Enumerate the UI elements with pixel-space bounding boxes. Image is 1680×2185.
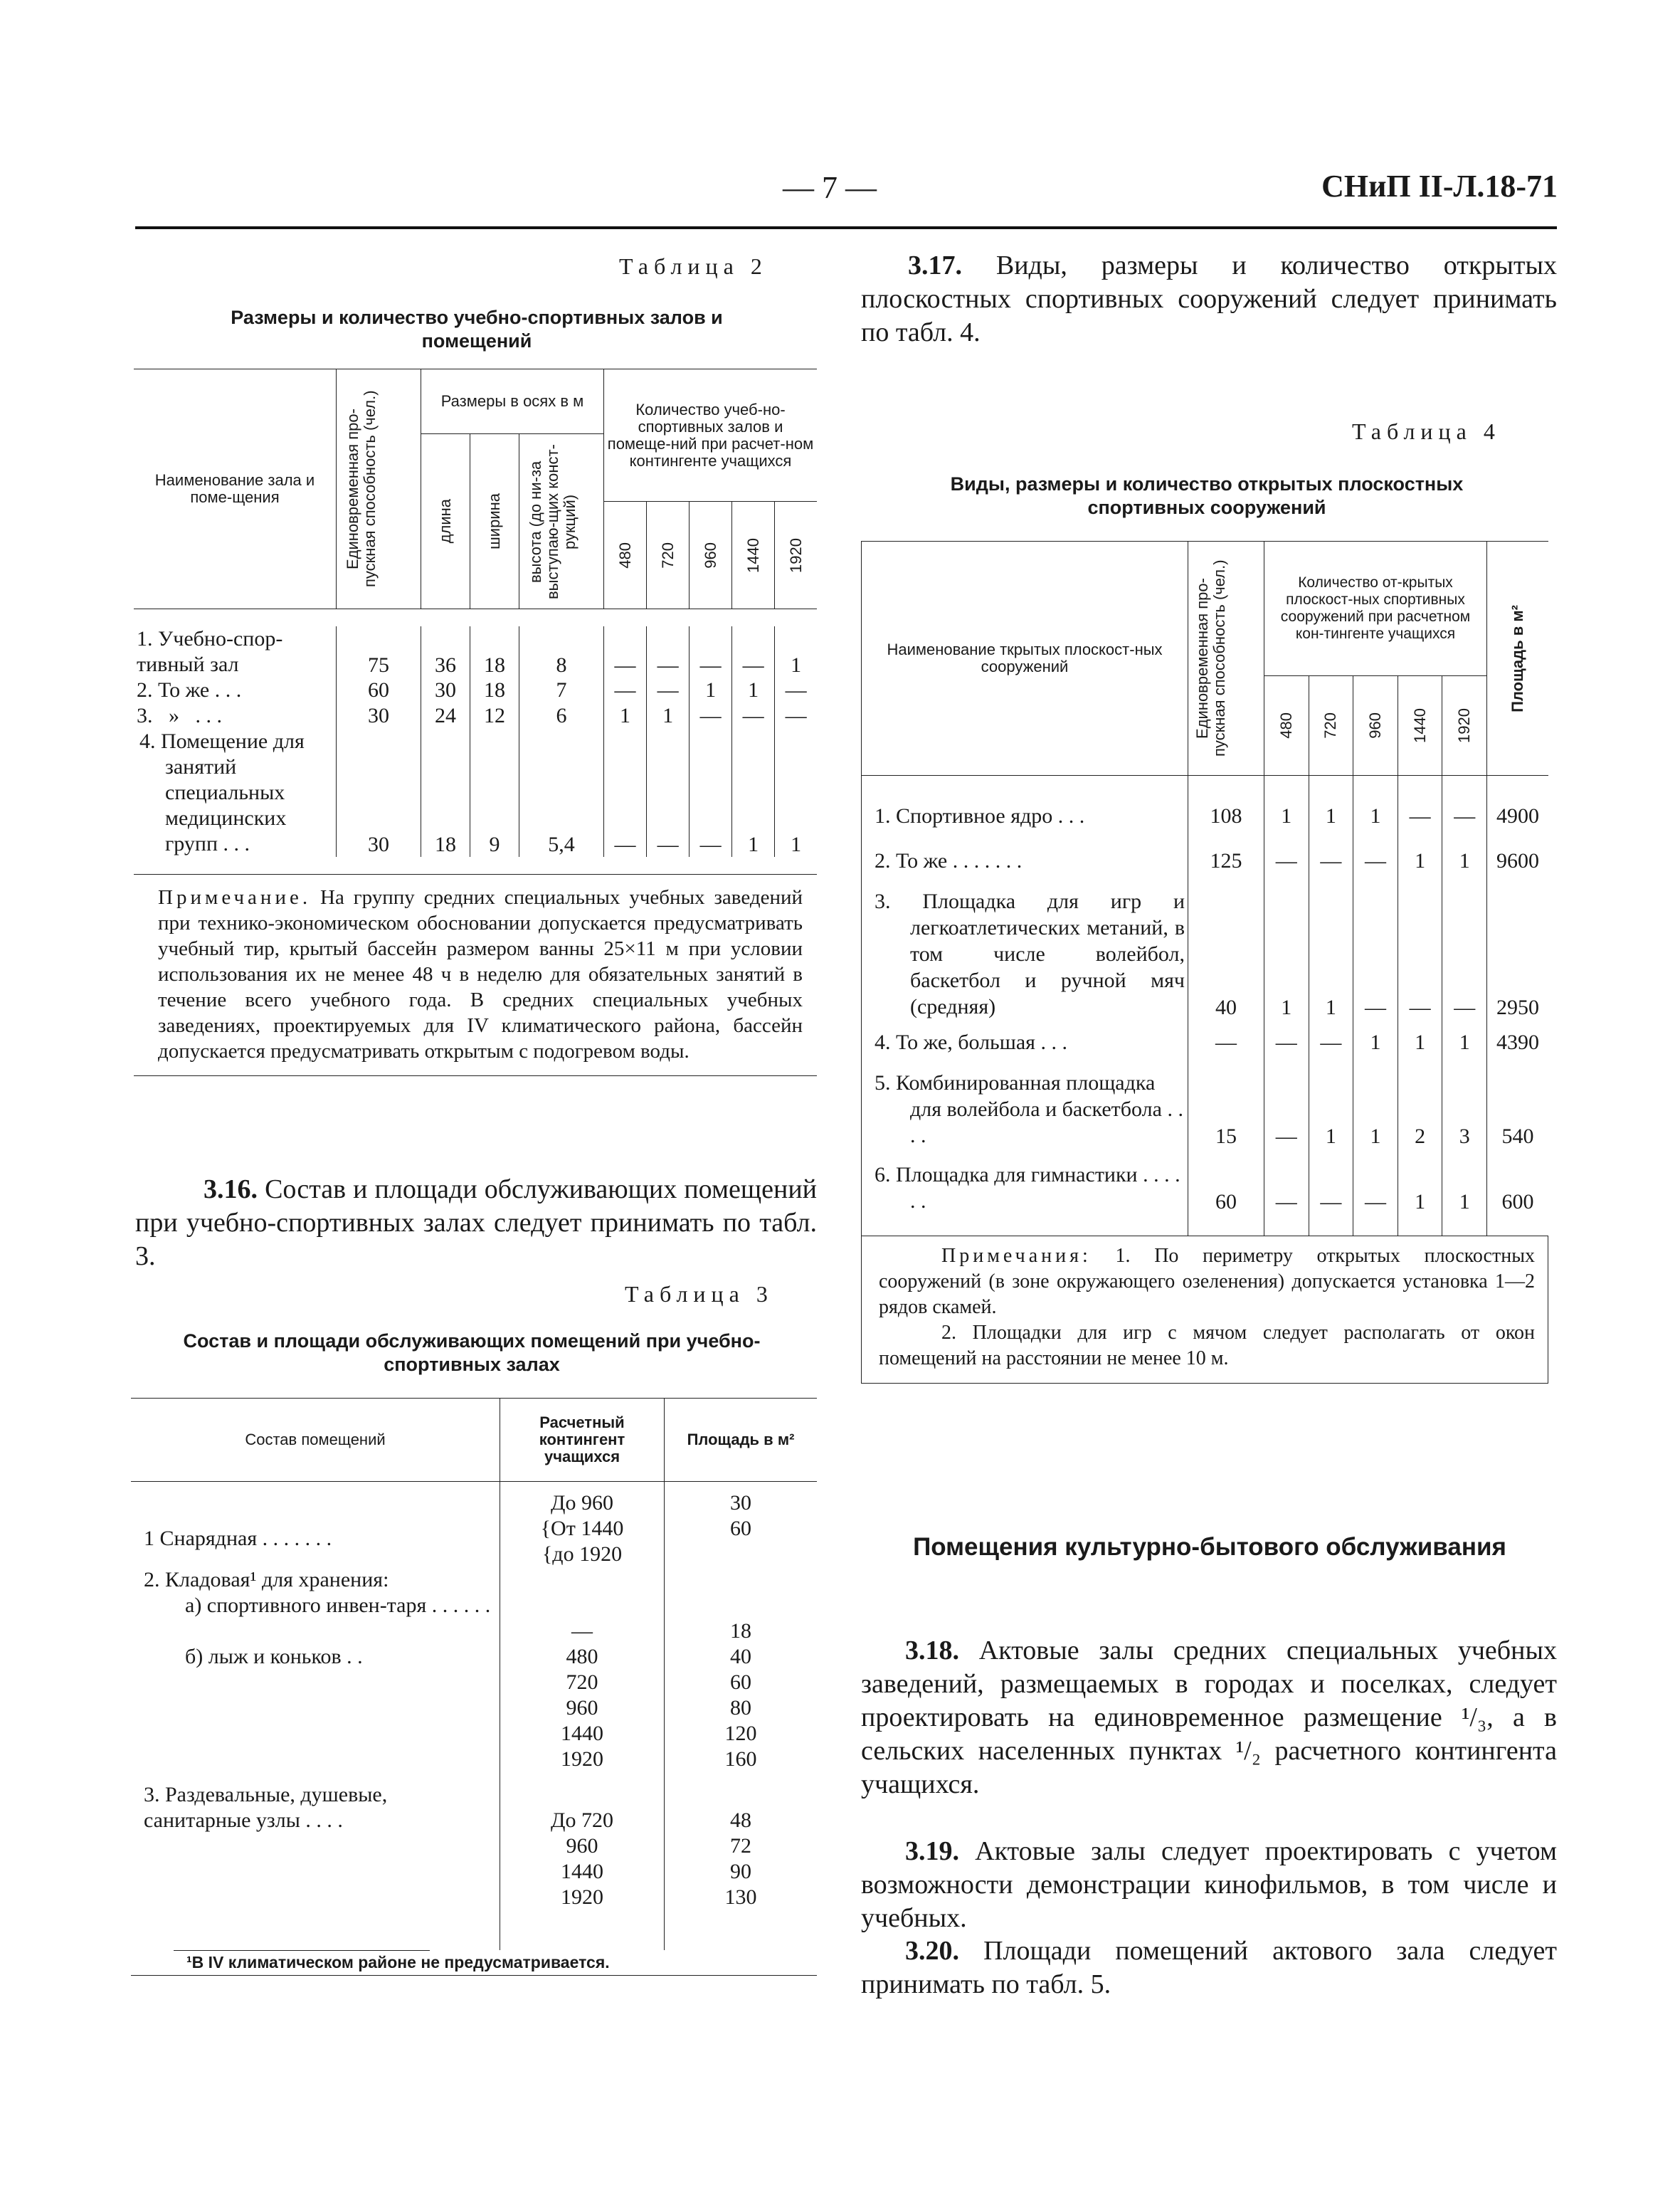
table3 [131, 1398, 817, 1976]
table-row: 1. Спортивное ядро . . . 108 1 1 1 — — 4900 [862, 794, 1549, 838]
table-row: 5. Комбинированная площадка для волейбола и баскетбола . . . . 15 — 1 1 2 3 540 [862, 1065, 1549, 1149]
table-row: 4. То же, большая . . . — — — 1 1 1 4390 [862, 1020, 1549, 1065]
t4-head-480: 480 [1264, 676, 1309, 776]
table-row: 2. То же . . . . . . . 125 — — — 1 1 9600 [862, 838, 1549, 884]
table-row: 1 Снарядная . . . . . . . До 960 {От 1440 {до 1920 30 60 [131, 1482, 817, 1568]
paragraph-3-17: 3.17. Виды, размеры и количество открытых плоскостных спортивных сооружений следует принимать по табл. 4. [861, 251, 1558, 347]
t2-head-1920: 1920 [786, 537, 805, 573]
t4-head-count: Количество от-крытых плоскост-ных спортивных сооружений при расчетном кон-тингенте учащихся [1264, 542, 1487, 676]
table4-note: Примечания: 1. По периметру открытых плоскостных сооружений (в зоне окружающего озеленения) допускается установка 1—2 рядов скамей. 2. Площадки для игр с мячом следует располагать от окон помещений на расстоянии не менее 10 м. [861, 1236, 1548, 1384]
t2-head-count: Количество учеб-но-спортивных залов и помеще-ний при расчет-ном контингенте учащихся [604, 369, 818, 502]
table-row: 6. Площадка для гимнастики . . . . . . 60 — — — 1 1 600 [862, 1149, 1549, 1214]
t3-head-name: Состав помещений [131, 1399, 500, 1482]
paragraph-3-18: 3.18. Актовые залы средних специальных учебных заведений, размещаемых в городах и поселках, следует проектировать на единовременное размещение ¹/₃, а в сельских населенных пунктах ¹/₂ расчетного контингента учащихся. [861, 1636, 1558, 1799]
t4-head-area: Площадь в м² [1509, 604, 1526, 712]
t2-head-1440: 1440 [732, 502, 775, 609]
t3-head-area: Площадь в м² [687, 1431, 795, 1448]
table2-caption: Таблица 2 [619, 253, 768, 279]
paragraph-3-20: 3.20. Площади помещений актового зала следует принимать по табл. 5. [861, 1936, 1557, 1999]
t2-head-480: 480 [604, 502, 647, 609]
table3-title: Состав и площади обслуживающих помещений при учебно-спортивных залах [183, 1330, 761, 1375]
table2-title: Размеры и количество учебно-спортивных залов и помещений [231, 307, 723, 352]
document-code: СНиП II-Л.18-71 [1321, 169, 1558, 204]
t4-head-capacity: Единовременная про-пускная способность (чел.) [1188, 542, 1264, 776]
table2 [134, 369, 817, 1076]
table-row: 1. Учебно-спор-тивный зал 75 36 18 8 — — — — 1 [134, 626, 817, 678]
page-number: — 7 — [783, 170, 877, 205]
table-row: 3. Площадка для игр и легкоатлетических метаний, в том числе волейбол, баскетбол и ручной мяч (средняя) 40 1 1 — — — 2950 [862, 884, 1549, 1020]
section-heading: Помещения культурно-бытового обслуживания [913, 1533, 1506, 1561]
header-rule [135, 226, 1557, 229]
table-row: 2. Кладовая¹ для хранения: а) спортивного инвен-таря . . . . . . б) лыж и коньков . . — 480 720 960 1440 1920 18 40 60 80 120 160 [131, 1567, 817, 1772]
t3-head-contingent: Расчетный контингент учащихся [500, 1399, 665, 1482]
table-row: 3. Раздевальные, душевые, санитарные узлы . . . . До 720 960 1440 1920 48 72 90 130 [131, 1772, 817, 1910]
table2-grid [134, 369, 817, 875]
table4-caption: Таблица 4 [1352, 418, 1501, 444]
t4-head-1920: 1920 [1442, 676, 1487, 776]
t2-head-sizes: Размеры в осях в м [421, 369, 604, 434]
t2-head-name: Наименование зала и поме-щения [134, 369, 337, 609]
table4-title: Виды, размеры и количество открытых плоскостных спортивных сооружений [950, 473, 1464, 518]
table4-grid [861, 541, 1548, 1236]
t4-head-name: Наименование ткрытых плоскост-ных сооружений [862, 542, 1188, 776]
table-row: 2. То же . . . 60 30 18 7 — — 1 1 — [134, 678, 817, 703]
t4-head-960: 960 [1353, 676, 1398, 776]
t2-head-length: длина [421, 434, 470, 609]
table4 [861, 541, 1548, 1384]
t2-head-width: ширина [470, 434, 519, 609]
paragraph-3-19: 3.19. Актовые залы следует проектировать с учетом возможности демонстрации кинофильмов, в том числе и учебных. [861, 1836, 1557, 1933]
paragraph-3-16: 3.16. Состав и площади обслуживающих помещений при учебно-спортивных залах следует принимать по табл. 3. [135, 1174, 817, 1271]
t2-head-960: 960 [690, 502, 732, 609]
t2-head-capacity: Единовременная про-пускная способность (чел.) [337, 369, 421, 609]
t2-head-height: высота (до ни-за выступаю-щих конст-рукций) [519, 434, 604, 609]
table2-note: Примечание. На группу средних специальных учебных заведений при технико-экономическом обосновании допускается предусматривать учебный тир, крытый бассейн размером ванны 25×11 м при условии использования их не менее 48 ч в неделю для обязательных занятий в течение всего учебного года. В средних специальных учебных заведениях, проектируемых для IV климатического района, бассейн допускается предусматривать открытым с подогревом воды. [134, 875, 817, 1076]
table3-caption: Таблица 3 [625, 1281, 773, 1307]
table3-grid [131, 1399, 817, 1950]
table-row: 3. » . . . 30 24 12 6 1 1 — — — [134, 703, 817, 729]
t2-head-720: 720 [647, 502, 690, 609]
table3-footnote: ¹В IV климатическом районе не предусматривается. [131, 1951, 817, 1976]
t4-head-720: 720 [1309, 676, 1353, 776]
t4-head-1440: 1440 [1398, 676, 1442, 776]
table-row: 4. Помещение для занятий специальных медицинских групп . . . 30 18 9 5,4 — — — 1 1 [134, 729, 817, 857]
